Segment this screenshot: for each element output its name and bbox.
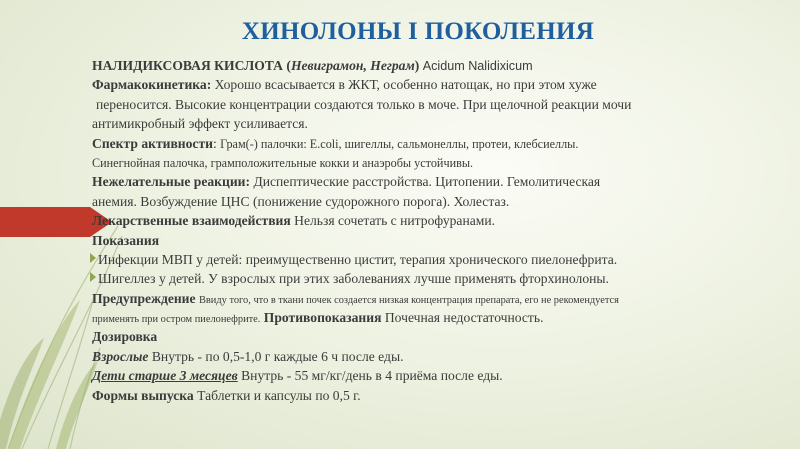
warning-text-1: Ввиду того, что в ткани почек создается низкая концентрация препарата, его не рекомендуется bbox=[198, 294, 619, 306]
trade-open: ( bbox=[286, 58, 291, 73]
spectrum-label: Спектр активности bbox=[92, 135, 213, 151]
spectrum-line-2 bbox=[92, 153, 772, 172]
indication-text: Шигеллез у детей. У взрослых при этих заболеваниях лучше применять фторхинолоны. bbox=[98, 271, 609, 287]
indications-heading-line bbox=[92, 231, 772, 250]
warning-line-2 bbox=[92, 308, 772, 327]
adverse-line-2 bbox=[92, 192, 772, 211]
dosage-heading-line bbox=[92, 327, 772, 346]
adverse-text-1: Диспептические расстройства. Цитопении. Гемолитическая bbox=[253, 174, 601, 190]
warning-text-2: применять при остром пиелонефрите. bbox=[92, 314, 261, 326]
interactions-label: Лекарственные взаимодействия bbox=[92, 213, 291, 229]
drug-name: НАЛИДИКСОВАЯ КИСЛОТА bbox=[92, 58, 283, 73]
adverse-text-2: анемия. Возбуждение ЦНС (понижение судорожного порога). Холестаз. bbox=[92, 193, 510, 209]
interactions-line bbox=[92, 211, 772, 230]
warning-line-1 bbox=[92, 289, 772, 308]
adverse-label: Нежелательные реакции: bbox=[92, 174, 251, 190]
dosage-children-text: Внутрь - 55 мг/кг/день в 4 приёма после еды. bbox=[241, 368, 503, 384]
adverse-line-1 bbox=[92, 172, 772, 191]
forms-line bbox=[92, 386, 772, 405]
dosage-children-line bbox=[92, 366, 772, 385]
indication-item bbox=[92, 269, 772, 288]
indication-text: Инфекции МВП у детей: преимущественно цистит, терапия хронического пиелонефрита. bbox=[98, 251, 618, 267]
pk-text-2: переносится. Высокие концентрации создаются только в моче. При щелочной реакции мочи bbox=[96, 96, 632, 112]
pk-line-3 bbox=[92, 114, 772, 133]
spectrum-line-1 bbox=[92, 134, 772, 153]
contraindications-text: Почечная недостаточность. bbox=[384, 310, 544, 326]
trade-names: Невиграмон, Неграм bbox=[290, 58, 415, 73]
interactions-text: Нельзя сочетать с нитрофуранами. bbox=[294, 213, 496, 229]
dosage-children-label: Дети старше 3 месяцев bbox=[92, 368, 238, 384]
forms-text: Таблетки и капсулы по 0,5 г. bbox=[197, 387, 361, 403]
bullet-arrow-icon bbox=[90, 272, 96, 282]
dosage-adults-label: Взрослые bbox=[92, 348, 149, 364]
spectrum-text-2: Синегнойная палочка, грамположительные кокки и анаэробы устойчивы. bbox=[92, 155, 474, 170]
spectrum-text-1: Грам(-) палочки: E.coli, шигеллы, сальмонеллы, протеи, клебсиеллы. bbox=[220, 136, 579, 151]
pk-text-1: Хорошо всасывается в ЖКТ, особенно натощак, но при этом хуже bbox=[214, 77, 597, 93]
warning-label: Предупреждение bbox=[92, 290, 196, 306]
forms-label: Формы выпуска bbox=[92, 387, 194, 403]
indications-label: Показания bbox=[92, 232, 160, 248]
dosage-adults-line bbox=[92, 347, 772, 366]
indication-item bbox=[92, 250, 772, 269]
trade-close: ) bbox=[414, 58, 420, 73]
spectrum-colon: : bbox=[212, 135, 217, 151]
pk-label: Фармакокинетика: bbox=[92, 77, 212, 93]
latin-name: Acidum Nalidixicum bbox=[422, 59, 533, 73]
content-area bbox=[92, 56, 772, 405]
pk-text-3: антимикробный эффект усиливается. bbox=[92, 116, 308, 132]
pk-line-1 bbox=[92, 75, 772, 94]
contraindications-label: Противопоказания bbox=[263, 310, 382, 326]
dosage-adults-text: Внутрь - по 0,5-1,0 г каждые 6 ч после еды. bbox=[151, 348, 404, 364]
slide-title: ХИНОЛОНЫ I ПОКОЛЕНИЯ bbox=[241, 18, 595, 45]
drug-line bbox=[92, 56, 772, 75]
bullet-arrow-icon bbox=[90, 253, 96, 263]
pk-line-2 bbox=[92, 95, 772, 114]
dosage-label: Дозировка bbox=[92, 329, 158, 345]
